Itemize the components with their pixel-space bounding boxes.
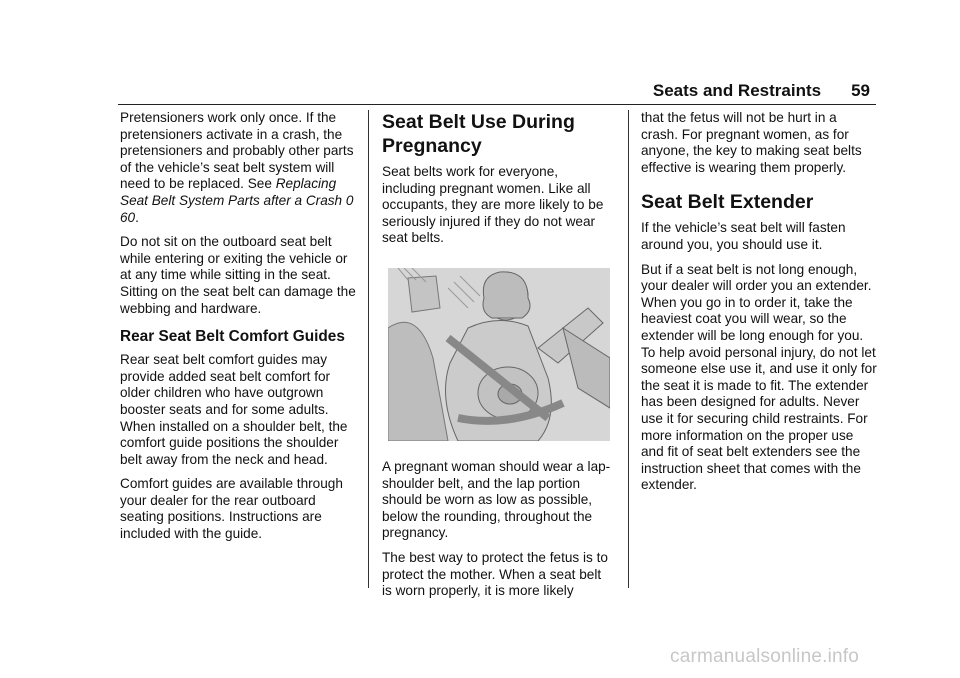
watermark: carmanualsonline.info — [670, 646, 860, 667]
paragraph: But if a seat belt is not long enough, your dealer will order you an extender. When you go in to order it, take the heaviest coat you will wear, so the extender will be long enough for you. To help avoid personal injury, do not let someone else use it, and use it only for the seat it is made to fit. The extender has been designed for adults. Never use it for securing child restraints. For more information on the proper use and fit of seat belt extenders see the instruction sheet that comes with the extender. — [641, 261, 877, 493]
header-rule — [118, 104, 876, 105]
paragraph-continued: that the fetus will not be hurt in a crash. For pregnant women, as for anyone, the key to making seat belts effective is wearing them properly. — [641, 110, 862, 175]
pregnant-woman-seatbelt-illustration — [388, 268, 610, 441]
paragraph: Comfort guides are available through your dealer for the rear outboard seating positions. Instructions are included with the guide. — [120, 476, 343, 542]
page-header — [653, 81, 870, 101]
paragraph: Seat belts work for everyone, including pregnant women. Like all occupants, they are more likely to be seriously injured if they do not wear seat belts. — [382, 164, 604, 246]
paragraph: Rear seat belt comfort guides may provide added seat belt comfort for older children who have outgrown booster seats and for some adults. When installed on a shoulder belt, the comfort guide positions the shoulder belt away from the neck and head. — [120, 352, 348, 467]
pretensioner-text: Pretensioners work only once. If the pretensioners activate in a crash, the pretensioners and probably other parts of the vehicle’s seat belt system will need to be replaced. — [120, 110, 354, 192]
page-ref-icon: 0 — [345, 192, 354, 208]
page-number: 59 — [851, 81, 870, 100]
paragraph — [120, 110, 356, 226]
column-1 — [120, 110, 356, 551]
column-2 — [382, 110, 614, 608]
page-ref-number[interactable]: 60 — [120, 209, 136, 225]
heading-seat-belt-extender: Seat Belt Extender — [641, 191, 814, 214]
figure-caption: A pregnant woman should wear a lap-shoulder belt, and the lap portion should be worn as low as possible, below the rounding, throughout the pregnancy. — [382, 458, 611, 541]
section-title: Seats and Restraints — [652, 81, 822, 100]
column-divider — [368, 110, 369, 588]
column-divider — [628, 110, 629, 588]
paragraph: If the vehicle’s seat belt will fasten around you, you should use it. — [641, 220, 846, 252]
cross-ref-link[interactable]: Replacing Seat Belt System Parts after a Crash — [120, 176, 343, 208]
see-text: See — [247, 176, 276, 192]
illustration-graphic — [388, 268, 610, 441]
heading-pregnancy: Seat Belt Use During Pregnancy — [382, 111, 575, 157]
paragraph: Do not sit on the outboard seat belt while entering or exiting the vehicle or at any time while sitting in the seat. Sitting on the seat belt can damage the webbing and hardware. — [120, 234, 356, 316]
heading-rear-comfort-guides: Rear Seat Belt Comfort Guides — [120, 328, 345, 346]
paragraph: The best way to protect the fetus is to protect the mother. When a seat belt is worn properly, it is more likely — [382, 549, 608, 599]
column-3 — [641, 110, 877, 502]
period: . — [135, 209, 139, 225]
